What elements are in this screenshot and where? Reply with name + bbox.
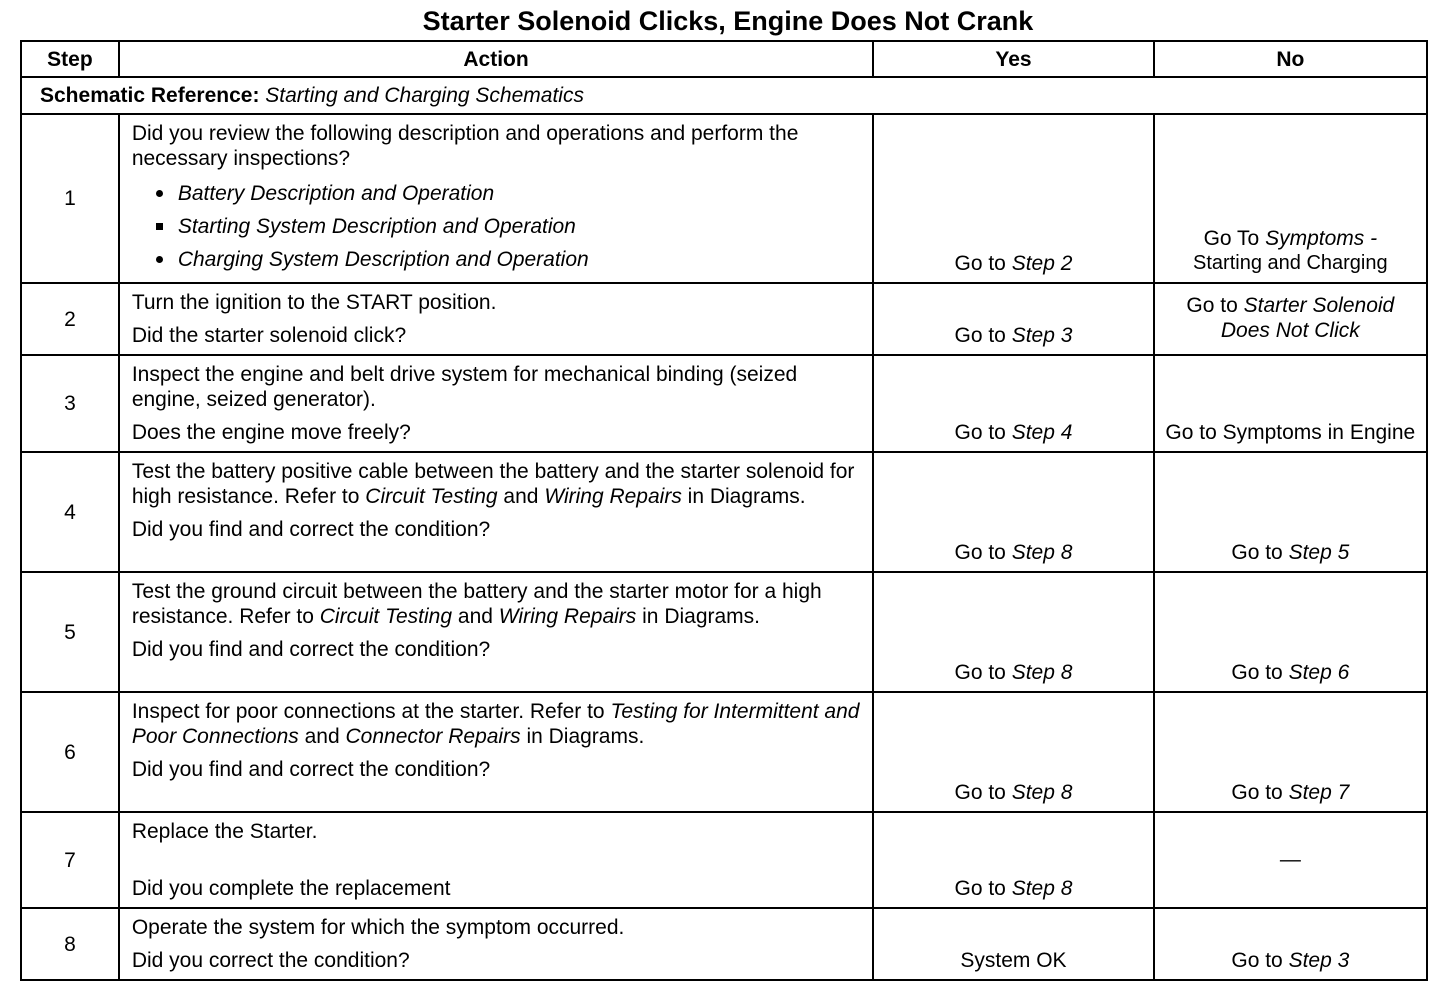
action-cell (119, 812, 873, 908)
action-text: Did you review the following description and operations and perform the necessary inspections? (131, 122, 799, 170)
table-row (21, 283, 1427, 355)
no-ref-line2: Starting and Charging (1193, 252, 1388, 274)
yes-step-link[interactable]: Step 8 (1011, 877, 1073, 900)
no-cell (1154, 355, 1427, 452)
action-text-part: in Diagrams. (687, 485, 806, 508)
action-text: Turn the ignition to the START position. (131, 291, 497, 314)
action-question: Did you find and correct the condition? (131, 758, 491, 781)
no-text: — (1279, 847, 1301, 871)
yes-cell (873, 452, 1153, 572)
yes-cell (873, 572, 1153, 692)
page-title: Starter Solenoid Clicks, Engine Does Not Crank (422, 6, 1034, 36)
schematic-link[interactable]: Starting and Charging Schematics (265, 84, 584, 107)
yes-cell (873, 283, 1153, 355)
list-item[interactable]: Starting System Description and Operation (178, 210, 864, 243)
header-yes: Yes (873, 41, 1153, 77)
action-question: Did you find and correct the condition? (131, 638, 491, 661)
yes-cell (873, 812, 1153, 908)
action-text-part: and (503, 485, 539, 508)
no-cell (1154, 572, 1427, 692)
schematic-reference (21, 77, 1427, 114)
reference-link[interactable]: Testing for Intermittent and Poor Connections (131, 700, 860, 748)
yes-step-link[interactable]: Step 3 (1011, 324, 1073, 347)
bullet-list (132, 177, 864, 276)
yes-step-link[interactable]: Step 4 (1011, 421, 1073, 444)
action-text (132, 699, 864, 749)
diagnostic-table (20, 40, 1428, 981)
action-question: Did the starter solenoid click? (131, 324, 407, 347)
no-cell (1154, 812, 1427, 908)
step-number: 5 (21, 572, 119, 692)
header-no: No (1154, 41, 1427, 77)
action-text-part: in Diagrams. (526, 725, 645, 748)
reference-link[interactable]: Circuit Testing (365, 485, 498, 508)
no-ref-link[interactable]: Starter Solenoid Does Not Click (1220, 294, 1395, 342)
action-cell (119, 908, 873, 980)
yes-cell (873, 114, 1153, 283)
action-question: Did you correct the condition? (131, 949, 410, 972)
step-number: 8 (21, 908, 119, 980)
action-text (132, 459, 864, 509)
go-to-label: Go to (954, 324, 1006, 347)
no-step-link[interactable]: Step 6 (1288, 661, 1350, 684)
action-text-part: in Diagrams. (642, 605, 761, 628)
no-cell (1154, 114, 1427, 283)
table-row (21, 572, 1427, 692)
list-item[interactable]: Charging System Description and Operation (178, 243, 864, 276)
no-text[interactable]: Go to Symptoms in Engine (1165, 421, 1416, 444)
list-item[interactable]: Battery Description and Operation (178, 177, 864, 210)
yes-step-link[interactable]: Step 2 (1011, 252, 1073, 275)
yes-step-link[interactable]: Step 8 (1011, 541, 1073, 564)
go-to-label: Go to (954, 421, 1006, 444)
header-action: Action (119, 41, 873, 77)
action-cell (119, 452, 873, 572)
no-cell (1154, 452, 1427, 572)
no-ref-link[interactable]: Symptoms - (1265, 227, 1378, 250)
go-to-label: Go to (954, 541, 1006, 564)
schematic-label: Schematic Reference: (40, 84, 260, 107)
go-to-label: Go to (1231, 781, 1283, 804)
reference-link[interactable]: Wiring Repairs (498, 605, 637, 628)
step-number: 7 (21, 812, 119, 908)
table-row (21, 355, 1427, 452)
step-number: 3 (21, 355, 119, 452)
no-step-link[interactable]: Step 5 (1288, 541, 1350, 564)
action-cell (119, 114, 873, 283)
action-question: Did you find and correct the condition? (131, 518, 491, 541)
schematic-row (21, 77, 1427, 114)
table-row (21, 452, 1427, 572)
no-step-link[interactable]: Step 7 (1288, 781, 1350, 804)
reference-link[interactable]: Wiring Repairs (544, 485, 682, 508)
table-row (21, 692, 1427, 812)
yes-text: System OK (960, 949, 1067, 972)
yes-cell (873, 692, 1153, 812)
go-to-label: Go to (1231, 949, 1283, 972)
go-to-label: Go to (1231, 661, 1283, 684)
no-cell (1154, 692, 1427, 812)
table-row (21, 908, 1427, 980)
step-number: 2 (21, 283, 119, 355)
go-to-label: Go to (1231, 541, 1283, 564)
table-row (21, 812, 1427, 908)
action-question: Did you complete the replacement (131, 877, 451, 900)
reference-link[interactable]: Circuit Testing (319, 605, 453, 628)
no-step-link[interactable]: Step 3 (1288, 949, 1350, 972)
go-to-label: Go to (954, 252, 1006, 275)
yes-cell (873, 908, 1153, 980)
action-cell (119, 692, 873, 812)
go-to-label: Go to (1186, 294, 1238, 317)
no-cell (1154, 283, 1427, 355)
yes-cell (873, 355, 1153, 452)
action-question: Does the engine move freely? (131, 421, 411, 444)
go-to-label: Go To (1203, 227, 1260, 250)
action-text-part: and (457, 605, 493, 628)
action-text-part: Test the ground circuit between the battery and the starter motor for a high resistance. Refer to (131, 580, 822, 628)
go-to-label: Go to (954, 781, 1006, 804)
table-row (21, 114, 1427, 283)
action-text: Operate the system for which the symptom occurred. (131, 916, 625, 939)
step-number: 6 (21, 692, 119, 812)
header-row (21, 41, 1427, 77)
step-number: 4 (21, 452, 119, 572)
action-cell (119, 572, 873, 692)
action-cell (119, 355, 873, 452)
step-number: 1 (21, 114, 119, 283)
action-text-part: Inspect for poor connections at the starter. Refer to (131, 700, 605, 723)
header-step: Step (21, 41, 119, 77)
yes-step-link[interactable]: Step 8 (1011, 781, 1073, 804)
reference-link[interactable]: Connector Repairs (345, 725, 521, 748)
no-cell (1154, 908, 1427, 980)
action-text-part: Test the battery positive cable between the battery and the starter solenoid for high resistance. Refer to (131, 460, 855, 508)
go-to-label: Go to (954, 661, 1006, 684)
action-cell (119, 283, 873, 355)
action-text: Replace the Starter. (131, 820, 318, 843)
yes-step-link[interactable]: Step 8 (1011, 661, 1073, 684)
action-text (132, 579, 864, 629)
action-text-part: and (304, 725, 340, 748)
go-to-label: Go to (954, 877, 1006, 900)
action-text: Inspect the engine and belt drive system for mechanical binding (seized engine, seized generator). (131, 363, 798, 411)
